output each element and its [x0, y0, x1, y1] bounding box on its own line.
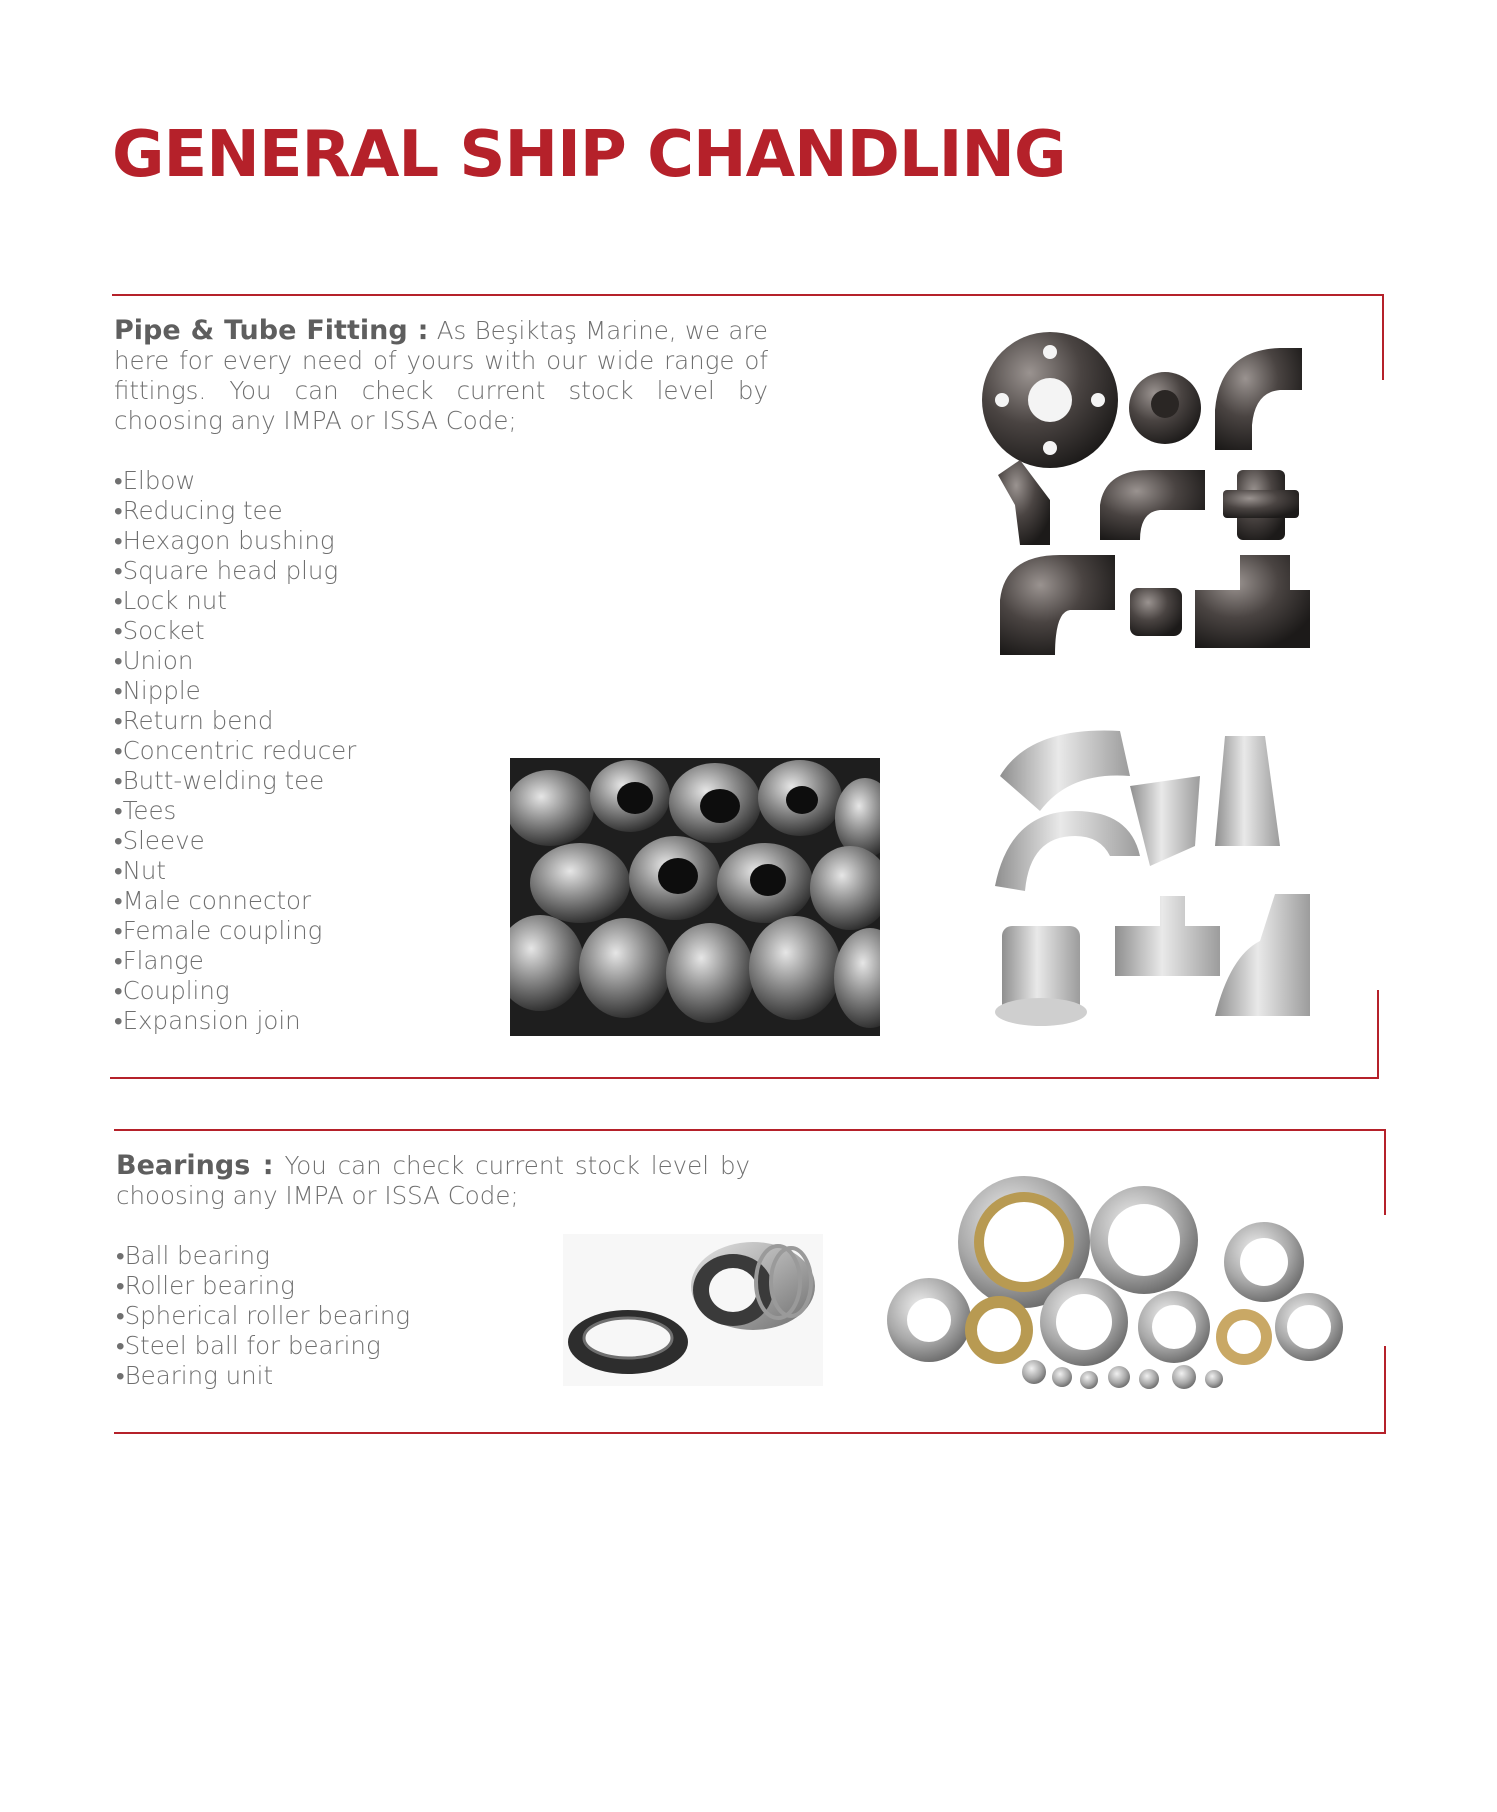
list-item: •Return bend	[114, 706, 274, 735]
list-item: •Lock nut	[114, 586, 227, 615]
page-title: GENERAL SHIP CHANDLING	[112, 118, 1066, 192]
list-item: •Female coupling	[114, 916, 323, 945]
list-item: •Spherical roller bearing	[116, 1301, 411, 1330]
section-divider	[110, 1077, 1379, 1079]
list-item: •Tees	[114, 796, 177, 825]
list-item: •Nut	[114, 856, 167, 885]
bearings-intro	[116, 1151, 750, 1211]
list-item: •Flange	[114, 946, 204, 975]
list-item: •Butt-welding tee	[114, 766, 325, 795]
section-divider	[112, 294, 1384, 296]
list-item: •Male connector	[114, 886, 312, 915]
list-item: •Concentric reducer	[114, 736, 357, 765]
list-item: •Elbow	[114, 466, 196, 495]
steel-elbows-photo	[510, 758, 880, 1036]
bearings-photo	[884, 1172, 1344, 1392]
list-item: •Bearing unit	[116, 1361, 274, 1390]
section-divider	[114, 1129, 1386, 1131]
mechanical-seal-photo	[563, 1234, 823, 1386]
list-item: •Expansion join	[114, 1006, 301, 1035]
section-divider	[1377, 990, 1379, 1079]
list-item: •Sleeve	[114, 826, 205, 855]
list-item: •Steel ball for bearing	[116, 1331, 381, 1360]
list-item: •Roller bearing	[116, 1271, 295, 1300]
pipe-fitting-intro	[114, 316, 768, 436]
list-item: •Socket	[114, 616, 205, 645]
list-item: •Hexagon bushing	[114, 526, 335, 555]
section-divider	[1384, 1129, 1386, 1215]
pipe-fitting-heading: Pipe & Tube Fitting :	[114, 315, 429, 346]
list-item: •Reducing tee	[114, 496, 283, 525]
section-divider	[1382, 294, 1384, 380]
bearings-heading: Bearings :	[116, 1150, 274, 1181]
section-divider	[114, 1432, 1386, 1434]
stainless-fittings-photo	[990, 716, 1320, 1036]
pipe-fitting-text: As Beşiktaş Marine, we are here for every need of yours with our wide range of fittings. You can check current stock level by choosing any IMPA or ISSA Code;	[114, 316, 768, 435]
list-item: •Union	[114, 646, 194, 675]
list-item: •Ball bearing	[116, 1241, 270, 1270]
iron-fittings-photo	[980, 330, 1320, 670]
section-divider	[1384, 1346, 1386, 1434]
list-item: •Square head plug	[114, 556, 339, 585]
list-item: •Nipple	[114, 676, 201, 705]
list-item: •Coupling	[114, 976, 230, 1005]
bearings-text: You can check current stock level by choosing any IMPA or ISSA Code;	[116, 1151, 750, 1210]
